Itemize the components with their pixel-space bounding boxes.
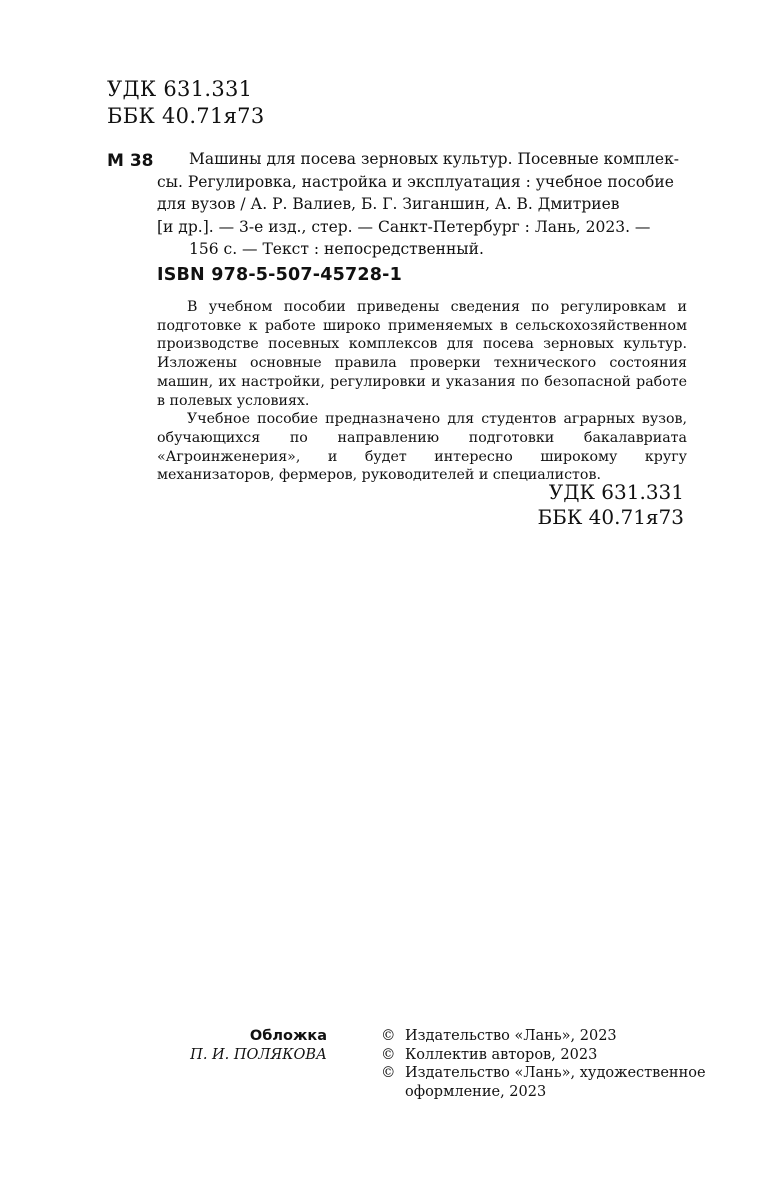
biblio-line: для вузов / А. Р. Валиев, Б. Г. Зиганшин, А. В. Дмитриев (157, 195, 620, 214)
annotation (157, 298, 687, 485)
bibliographic-record (157, 148, 687, 261)
cover-credit (190, 1027, 327, 1064)
copyright-text: Коллектив авторов, 2023 (405, 1046, 598, 1063)
bbk-code: ББК 40.71я73 (537, 505, 684, 529)
copyright-text: Издательство «Лань», 2023 (405, 1028, 617, 1044)
copyright-text: Издательство «Лань», художественное оформление, 2023 (405, 1065, 706, 1100)
cover-artist: П. И. ПОЛЯКОВА (190, 1046, 327, 1063)
classification-footer (537, 480, 684, 530)
copyright-block (381, 1027, 711, 1101)
bbk-code: ББК 40.71я73 (107, 104, 265, 128)
udk-code: УДК 631.331 (548, 480, 684, 504)
copyright-line (381, 1046, 711, 1065)
cover-label: Обложка (249, 1028, 327, 1044)
biblio-line: [и др.]. — 3-е изд., стер. — Санкт-Петербург : Лань, 2023. — (157, 217, 651, 236)
biblio-line: сы. Регулировка, настройка и эксплуатация : учебное пособие (157, 172, 674, 191)
classification-header (107, 76, 264, 130)
author-mark: М 38 (107, 151, 154, 171)
copyright-line (381, 1064, 711, 1101)
biblio-line: 156 с. — Текст : непосредственный. (189, 240, 484, 259)
biblio-line: Машины для посева зерновых культур. Посевные комплек- (189, 150, 680, 168)
annotation-paragraph: Учебное пособие предназначено для студентов аграрных вузов, обучающихся по направлению подготовки бакалавриата «Агроинженерия», и будет интересно широкому кругу механизаторов, фермеров, руководителей и специалистов. (157, 411, 687, 484)
copyright-symbol: © (381, 1028, 396, 1044)
isbn: ISBN 978-5-507-45728-1 (157, 265, 402, 285)
copyright-line (381, 1027, 711, 1046)
copyright-symbol: © (381, 1046, 396, 1063)
copyright-symbol: © (381, 1065, 396, 1081)
annotation-paragraph: В учебном пособии приведены сведения по регулировкам и подготовке к работе широко применяемых в сельскохозяйственном производстве посевных комплексов для посева зерновых культур. Изложены основные правила проверки технического состояния машин, их настройки, регулировки и указания по безопасной работе в полевых условиях. (157, 299, 687, 409)
udk-code: УДК 631.331 (107, 77, 253, 101)
